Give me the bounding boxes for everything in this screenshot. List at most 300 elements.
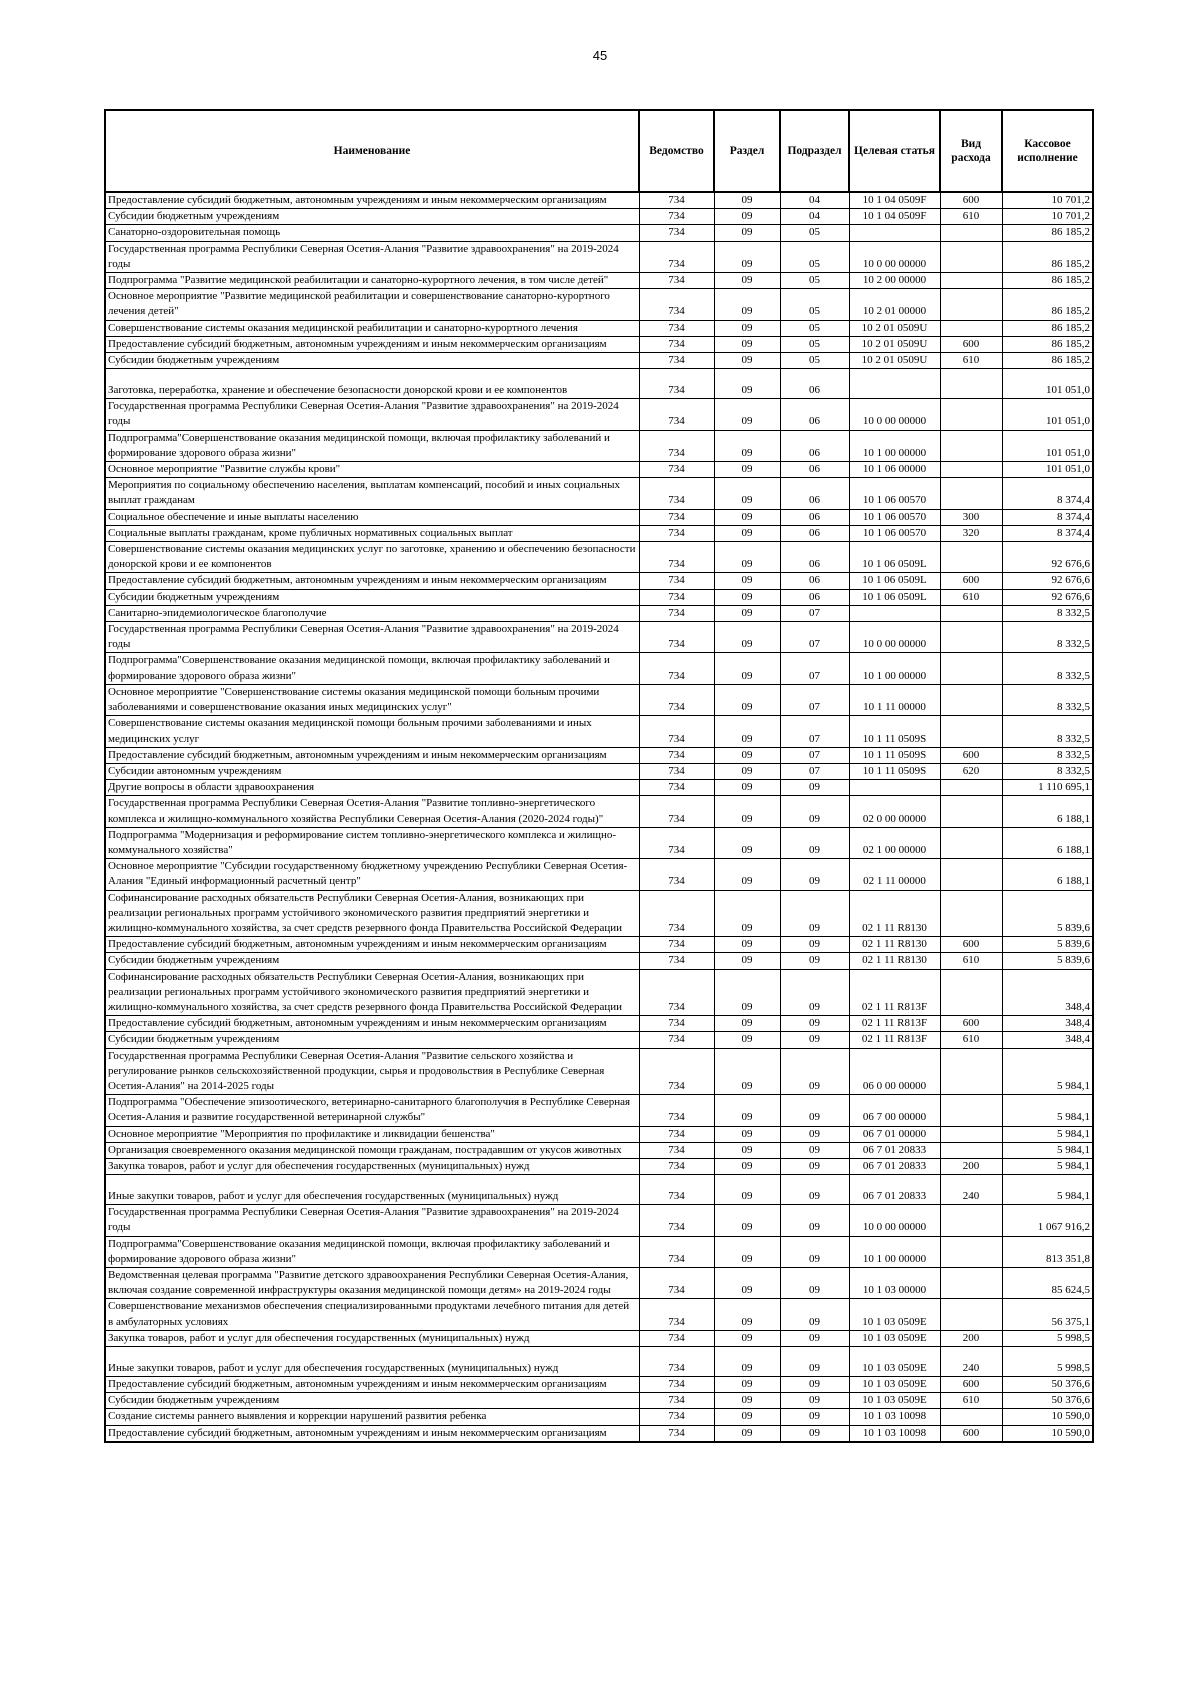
cell-subsection: 07: [780, 653, 849, 684]
cell-target-article: 02 1 11 R813F: [849, 1016, 940, 1032]
cell-expense-type: 600: [940, 937, 1002, 953]
cell-cash-execution: 8 332,5: [1002, 653, 1093, 684]
cell-cash-execution: 8 332,5: [1002, 763, 1093, 779]
cell-section: 09: [714, 622, 780, 653]
cell-name: Софинансирование расходных обязательств Республики Северная Осетия-Алания, возникающих при реализации региональных программ устойчивого экономического развития предприятий энергетики и жилищно-коммунального хозяйства, за счет средств резервного фонда Правительства Российской Федерации: [105, 969, 639, 1016]
cell-name: Предоставление субсидий бюджетным, автономным учреждениям и иным некоммерческим организациям: [105, 573, 639, 589]
cell-subsection: 06: [780, 462, 849, 478]
cell-department: 734: [639, 1205, 714, 1236]
cell-section: 09: [714, 336, 780, 352]
cell-target-article: 10 1 06 0509L: [849, 573, 940, 589]
cell-subsection: 06: [780, 542, 849, 573]
cell-name: Заготовка, переработка, хранение и обеспечение безопасности донорской крови и ее компонентов: [105, 369, 639, 399]
cell-name: Предоставление субсидий бюджетным, автономным учреждениям и иным некоммерческим организациям: [105, 192, 639, 209]
cell-department: 734: [639, 1299, 714, 1330]
cell-cash-execution: 50 376,6: [1002, 1393, 1093, 1409]
cell-department: 734: [639, 747, 714, 763]
cell-expense-type: 300: [940, 509, 1002, 525]
cell-department: 734: [639, 1175, 714, 1205]
cell-subsection: 09: [780, 1158, 849, 1174]
cell-section: 09: [714, 1409, 780, 1425]
cell-target-article: 10 1 03 10098: [849, 1409, 940, 1425]
table-row: [105, 1347, 1093, 1377]
table-row: [105, 509, 1093, 525]
table-row: [105, 1175, 1093, 1205]
cell-cash-execution: 8 332,5: [1002, 747, 1093, 763]
cell-expense-type: [940, 241, 1002, 272]
cell-section: 09: [714, 859, 780, 890]
table-row: [105, 684, 1093, 715]
cell-department: 734: [639, 369, 714, 399]
cell-expense-type: 610: [940, 1393, 1002, 1409]
cell-cash-execution: 5 984,1: [1002, 1095, 1093, 1126]
cell-department: 734: [639, 399, 714, 430]
cell-target-article: 10 1 06 0509L: [849, 542, 940, 573]
cell-cash-execution: 5 984,1: [1002, 1126, 1093, 1142]
cell-expense-type: [940, 369, 1002, 399]
cell-subsection: 05: [780, 289, 849, 320]
table-row: [105, 525, 1093, 541]
cell-name: Социальные выплаты гражданам, кроме публичных нормативных социальных выплат: [105, 525, 639, 541]
cell-name: Предоставление субсидий бюджетным, автономным учреждениям и иным некоммерческим организациям: [105, 336, 639, 352]
cell-department: 734: [639, 1016, 714, 1032]
cell-section: 09: [714, 969, 780, 1016]
table-row: [105, 1299, 1093, 1330]
cell-department: 734: [639, 859, 714, 890]
cell-section: 09: [714, 1205, 780, 1236]
cell-department: 734: [639, 1330, 714, 1346]
table-row: [105, 542, 1093, 573]
cell-department: 734: [639, 1032, 714, 1048]
cell-section: 09: [714, 462, 780, 478]
cell-subsection: 05: [780, 241, 849, 272]
table-row: [105, 353, 1093, 369]
table-row: [105, 605, 1093, 621]
cell-section: 09: [714, 1393, 780, 1409]
cell-name: Субсидии бюджетным учреждениям: [105, 1393, 639, 1409]
cell-subsection: 09: [780, 1142, 849, 1158]
cell-section: 09: [714, 1048, 780, 1095]
table-row: [105, 399, 1093, 430]
cell-cash-execution: 85 624,5: [1002, 1268, 1093, 1299]
cell-expense-type: [940, 289, 1002, 320]
cell-subsection: 09: [780, 1236, 849, 1267]
cell-subsection: 09: [780, 1048, 849, 1095]
cell-target-article: 02 1 00 00000: [849, 827, 940, 858]
header-name: Наименование: [105, 110, 639, 192]
cell-subsection: 09: [780, 1205, 849, 1236]
cell-department: 734: [639, 937, 714, 953]
cell-department: 734: [639, 225, 714, 241]
cell-subsection: 06: [780, 430, 849, 461]
cell-section: 09: [714, 1016, 780, 1032]
cell-expense-type: [940, 1299, 1002, 1330]
cell-subsection: 09: [780, 890, 849, 937]
cell-cash-execution: 92 676,6: [1002, 573, 1093, 589]
cell-cash-execution: 10 590,0: [1002, 1409, 1093, 1425]
cell-target-article: 10 2 01 0509U: [849, 353, 940, 369]
cell-name: Государственная программа Республики Северная Осетия-Алания "Развитие здравоохранения" на 2019-2024 годы: [105, 399, 639, 430]
cell-name: Создание системы раннего выявления и коррекции нарушений развития ребенка: [105, 1409, 639, 1425]
cell-name: Организация своевременного оказания медицинской помощи гражданам, пострадавшим от укусов животных: [105, 1142, 639, 1158]
cell-department: 734: [639, 953, 714, 969]
cell-department: 734: [639, 542, 714, 573]
cell-department: 734: [639, 1377, 714, 1393]
table-row: [105, 796, 1093, 827]
cell-expense-type: 240: [940, 1347, 1002, 1377]
table-row: [105, 273, 1093, 289]
cell-cash-execution: 56 375,1: [1002, 1299, 1093, 1330]
cell-department: 734: [639, 684, 714, 715]
cell-subsection: 09: [780, 953, 849, 969]
cell-subsection: 07: [780, 747, 849, 763]
cell-name: Предоставление субсидий бюджетным, автономным учреждениям и иным некоммерческим организациям: [105, 747, 639, 763]
cell-department: 734: [639, 1236, 714, 1267]
cell-name: Предоставление субсидий бюджетным, автономным учреждениям и иным некоммерческим организациям: [105, 1016, 639, 1032]
cell-cash-execution: 101 051,0: [1002, 369, 1093, 399]
cell-department: 734: [639, 796, 714, 827]
cell-subsection: 05: [780, 336, 849, 352]
cell-expense-type: [940, 716, 1002, 747]
cell-name: Подпрограмма "Модернизация и реформирование систем топливно-энергетического комплекса и жилищно-коммунального хозяйства": [105, 827, 639, 858]
cell-name: Закупка товаров, работ и услуг для обеспечения государственных (муниципальных) нужд: [105, 1158, 639, 1174]
cell-expense-type: [940, 273, 1002, 289]
cell-expense-type: [940, 1205, 1002, 1236]
cell-cash-execution: 8 374,4: [1002, 509, 1093, 525]
cell-target-article: 10 1 03 00000: [849, 1268, 940, 1299]
cell-target-article: 02 1 11 R8130: [849, 937, 940, 953]
cell-section: 09: [714, 1126, 780, 1142]
cell-cash-execution: 8 374,4: [1002, 478, 1093, 509]
cell-subsection: 07: [780, 684, 849, 715]
cell-subsection: 09: [780, 827, 849, 858]
cell-target-article: 10 2 01 0509U: [849, 320, 940, 336]
cell-cash-execution: 8 332,5: [1002, 622, 1093, 653]
cell-expense-type: [940, 542, 1002, 573]
table-row: [105, 763, 1093, 779]
table-row: [105, 953, 1093, 969]
cell-department: 734: [639, 462, 714, 478]
cell-department: 734: [639, 827, 714, 858]
cell-cash-execution: 5 984,1: [1002, 1158, 1093, 1174]
cell-name: Основное мероприятие "Развитие медицинской реабилитации и совершенствование санаторно-курортного лечения детей": [105, 289, 639, 320]
cell-department: 734: [639, 1347, 714, 1377]
cell-target-article: 10 1 06 00570: [849, 525, 940, 541]
table-row: [105, 589, 1093, 605]
cell-name: Подпрограмма"Совершенствование оказания медицинской помощи, включая профилактику заболеваний и формирование здорового образа жизни": [105, 653, 639, 684]
cell-target-article: 02 1 11 R813F: [849, 1032, 940, 1048]
cell-name: Предоставление субсидий бюджетным, автономным учреждениям и иным некоммерческим организациям: [105, 1425, 639, 1442]
table-row: [105, 827, 1093, 858]
cell-target-article: [849, 369, 940, 399]
cell-department: 734: [639, 525, 714, 541]
cell-section: 09: [714, 1425, 780, 1442]
cell-department: 734: [639, 1393, 714, 1409]
cell-section: 09: [714, 241, 780, 272]
cell-cash-execution: 86 185,2: [1002, 353, 1093, 369]
cell-expense-type: [940, 1126, 1002, 1142]
cell-department: 734: [639, 353, 714, 369]
table-row: [105, 937, 1093, 953]
cell-subsection: 09: [780, 1095, 849, 1126]
cell-section: 09: [714, 1032, 780, 1048]
cell-expense-type: 200: [940, 1158, 1002, 1174]
cell-section: 09: [714, 1377, 780, 1393]
cell-section: 09: [714, 509, 780, 525]
cell-expense-type: [940, 1142, 1002, 1158]
cell-subsection: 09: [780, 1016, 849, 1032]
cell-subsection: 09: [780, 780, 849, 796]
cell-name: Ведомственная целевая программа "Развитие детского здравоохранения Республики Северная Осетия-Алания, включая создание современной инфраструктуры оказания медицинской помощи детям» на 2019-2024 годы: [105, 1268, 639, 1299]
header-section: Раздел: [714, 110, 780, 192]
cell-name: Субсидии бюджетным учреждениям: [105, 589, 639, 605]
cell-expense-type: [940, 684, 1002, 715]
cell-name: Подпрограмма "Развитие медицинской реабилитации и санаторно-курортного лечения, в том числе детей": [105, 273, 639, 289]
cell-cash-execution: 86 185,2: [1002, 225, 1093, 241]
table-row: [105, 1205, 1093, 1236]
cell-subsection: 09: [780, 1347, 849, 1377]
table-row: [105, 1126, 1093, 1142]
table-row: [105, 225, 1093, 241]
cell-cash-execution: 1 110 695,1: [1002, 780, 1093, 796]
cell-target-article: 10 1 03 0509E: [849, 1347, 940, 1377]
cell-cash-execution: 10 590,0: [1002, 1425, 1093, 1442]
cell-department: 734: [639, 589, 714, 605]
cell-section: 09: [714, 890, 780, 937]
cell-department: 734: [639, 430, 714, 461]
cell-expense-type: [940, 859, 1002, 890]
cell-cash-execution: 101 051,0: [1002, 399, 1093, 430]
cell-target-article: 02 1 11 R8130: [849, 890, 940, 937]
cell-section: 09: [714, 1142, 780, 1158]
cell-expense-type: 600: [940, 1016, 1002, 1032]
cell-expense-type: [940, 1268, 1002, 1299]
cell-section: 09: [714, 1158, 780, 1174]
cell-cash-execution: 92 676,6: [1002, 542, 1093, 573]
cell-section: 09: [714, 430, 780, 461]
cell-department: 734: [639, 1142, 714, 1158]
table-row: [105, 1236, 1093, 1267]
cell-name: Субсидии бюджетным учреждениям: [105, 1032, 639, 1048]
cell-name: Предоставление субсидий бюджетным, автономным учреждениям и иным некоммерческим организациям: [105, 937, 639, 953]
table-row: [105, 780, 1093, 796]
cell-expense-type: [940, 622, 1002, 653]
table-row: [105, 716, 1093, 747]
table-row: [105, 1016, 1093, 1032]
cell-section: 09: [714, 573, 780, 589]
cell-name: Основное мероприятие "Развитие службы крови": [105, 462, 639, 478]
cell-subsection: 09: [780, 1330, 849, 1346]
table-row: [105, 1048, 1093, 1095]
cell-target-article: 10 1 06 00570: [849, 509, 940, 525]
cell-subsection: 07: [780, 716, 849, 747]
cell-target-article: 10 1 03 0509E: [849, 1330, 940, 1346]
cell-department: 734: [639, 273, 714, 289]
cell-subsection: 06: [780, 589, 849, 605]
table-row: [105, 1393, 1093, 1409]
cell-target-article: 10 1 03 0509E: [849, 1377, 940, 1393]
table-row: [105, 320, 1093, 336]
cell-name: Основное мероприятие "Субсидии государственному бюджетному учреждению Республики Северная Осетия-Алания "Единый информационный расчетный центр": [105, 859, 639, 890]
cell-department: 734: [639, 509, 714, 525]
cell-target-article: [849, 605, 940, 621]
cell-name: Подпрограмма"Совершенствование оказания медицинской помощи, включая профилактику заболеваний и формирование здорового образа жизни": [105, 430, 639, 461]
cell-target-article: 10 1 06 00000: [849, 462, 940, 478]
cell-target-article: 10 2 00 00000: [849, 273, 940, 289]
table-row: [105, 336, 1093, 352]
table-row: [105, 289, 1093, 320]
cell-subsection: 05: [780, 225, 849, 241]
cell-section: 09: [714, 399, 780, 430]
cell-section: 09: [714, 542, 780, 573]
cell-expense-type: 620: [940, 763, 1002, 779]
cell-name: Государственная программа Республики Северная Осетия-Алания "Развитие топливно-энергетического комплекса и жилищно-коммунального хозяйства Республики Северная Осетия-Алания (2020-2024 годы)": [105, 796, 639, 827]
cell-subsection: 04: [780, 209, 849, 225]
cell-expense-type: 600: [940, 336, 1002, 352]
cell-section: 09: [714, 1299, 780, 1330]
cell-department: 734: [639, 1126, 714, 1142]
cell-section: 09: [714, 953, 780, 969]
cell-cash-execution: 6 188,1: [1002, 827, 1093, 858]
cell-subsection: 09: [780, 859, 849, 890]
cell-department: 734: [639, 716, 714, 747]
cell-expense-type: 600: [940, 1377, 1002, 1393]
cell-department: 734: [639, 1268, 714, 1299]
cell-expense-type: 240: [940, 1175, 1002, 1205]
table-row: [105, 478, 1093, 509]
cell-name: Совершенствование системы оказания медицинских услуг по заготовке, хранению и обеспечению безопасности донорской крови и ее компонентов: [105, 542, 639, 573]
cell-expense-type: 200: [940, 1330, 1002, 1346]
cell-name: Государственная программа Республики Северная Осетия-Алания "Развитие здравоохранения" на 2019-2024 годы: [105, 622, 639, 653]
cell-cash-execution: 348,4: [1002, 969, 1093, 1016]
cell-subsection: 05: [780, 320, 849, 336]
cell-expense-type: 610: [940, 209, 1002, 225]
cell-section: 09: [714, 225, 780, 241]
cell-department: 734: [639, 653, 714, 684]
cell-name: Санаторно-оздоровительная помощь: [105, 225, 639, 241]
cell-subsection: 06: [780, 369, 849, 399]
cell-target-article: 10 1 06 0509L: [849, 589, 940, 605]
cell-section: 09: [714, 1236, 780, 1267]
cell-target-article: 10 1 11 0509S: [849, 747, 940, 763]
cell-subsection: 09: [780, 1377, 849, 1393]
table-row: [105, 241, 1093, 272]
cell-subsection: 09: [780, 1268, 849, 1299]
cell-name: Субсидии бюджетным учреждениям: [105, 209, 639, 225]
cell-expense-type: 610: [940, 589, 1002, 605]
table-row: [105, 622, 1093, 653]
cell-cash-execution: 8 332,5: [1002, 605, 1093, 621]
cell-target-article: 10 2 01 00000: [849, 289, 940, 320]
cell-subsection: 06: [780, 509, 849, 525]
cell-section: 09: [714, 273, 780, 289]
cell-cash-execution: 5 998,5: [1002, 1330, 1093, 1346]
cell-name: Субсидии бюджетным учреждениям: [105, 353, 639, 369]
table-row: [105, 1268, 1093, 1299]
cell-expense-type: [940, 399, 1002, 430]
cell-target-article: 02 0 00 00000: [849, 796, 940, 827]
cell-name: Мероприятия по социальному обеспечению населения, выплатам компенсаций, пособий и иных социальных выплат гражданам: [105, 478, 639, 509]
table-row: [105, 890, 1093, 937]
cell-subsection: 07: [780, 605, 849, 621]
cell-section: 09: [714, 780, 780, 796]
cell-expense-type: [940, 1095, 1002, 1126]
cell-name: Основное мероприятие "Совершенствование системы оказания медицинской помощи больным прочими заболеваниями и совершенствование оказания иных медицинских услуг": [105, 684, 639, 715]
cell-expense-type: 610: [940, 353, 1002, 369]
cell-target-article: 10 0 00 00000: [849, 241, 940, 272]
cell-section: 09: [714, 763, 780, 779]
cell-expense-type: [940, 969, 1002, 1016]
cell-name: Социальное обеспечение и иные выплаты населению: [105, 509, 639, 525]
header-target-article: Целевая статья: [849, 110, 940, 192]
table-row: [105, 573, 1093, 589]
table-row: [105, 1425, 1093, 1442]
cell-subsection: 06: [780, 478, 849, 509]
cell-section: 09: [714, 353, 780, 369]
cell-department: 734: [639, 1095, 714, 1126]
cell-target-article: [849, 780, 940, 796]
cell-section: 09: [714, 796, 780, 827]
cell-section: 09: [714, 747, 780, 763]
cell-cash-execution: 348,4: [1002, 1032, 1093, 1048]
cell-subsection: 09: [780, 1175, 849, 1205]
cell-section: 09: [714, 1347, 780, 1377]
table-row: [105, 1330, 1093, 1346]
cell-expense-type: [940, 462, 1002, 478]
cell-expense-type: [940, 605, 1002, 621]
cell-expense-type: [940, 1048, 1002, 1095]
cell-cash-execution: 50 376,6: [1002, 1377, 1093, 1393]
table-row: [105, 462, 1093, 478]
table-row: [105, 1409, 1093, 1425]
cell-subsection: 06: [780, 399, 849, 430]
cell-name: Совершенствование механизмов обеспечения специализированными продуктами лечебного питания для детей в амбулаторных условиях: [105, 1299, 639, 1330]
cell-cash-execution: 6 188,1: [1002, 796, 1093, 827]
table-row: [105, 1142, 1093, 1158]
table-row: [105, 653, 1093, 684]
cell-section: 09: [714, 192, 780, 209]
cell-name: Субсидии автономным учреждениям: [105, 763, 639, 779]
cell-name: Предоставление субсидий бюджетным, автономным учреждениям и иным некоммерческим организациям: [105, 1377, 639, 1393]
cell-department: 734: [639, 478, 714, 509]
cell-department: 734: [639, 192, 714, 209]
cell-cash-execution: 86 185,2: [1002, 336, 1093, 352]
cell-cash-execution: 1 067 916,2: [1002, 1205, 1093, 1236]
cell-target-article: 06 0 00 00000: [849, 1048, 940, 1095]
cell-expense-type: 600: [940, 1425, 1002, 1442]
header-cash-execution: Кассовое исполнение: [1002, 110, 1093, 192]
cell-target-article: 10 1 11 0509S: [849, 716, 940, 747]
cell-target-article: 10 1 03 10098: [849, 1425, 940, 1442]
cell-expense-type: 600: [940, 747, 1002, 763]
table-row: [105, 430, 1093, 461]
cell-section: 09: [714, 525, 780, 541]
cell-cash-execution: 101 051,0: [1002, 430, 1093, 461]
cell-section: 09: [714, 289, 780, 320]
cell-cash-execution: 5 984,1: [1002, 1142, 1093, 1158]
cell-target-article: 06 7 01 20833: [849, 1158, 940, 1174]
cell-name: Государственная программа Республики Северная Осетия-Алания "Развитие сельского хозяйства и регулирование рынков сельскохозяйственной продукции, сырья и продовольствия в Республике Северная Осетия-Алания" на 2014-2025 годы: [105, 1048, 639, 1095]
table-row: [105, 1095, 1093, 1126]
cell-subsection: 05: [780, 353, 849, 369]
cell-cash-execution: 6 188,1: [1002, 859, 1093, 890]
cell-target-article: 10 0 00 00000: [849, 1205, 940, 1236]
cell-department: 734: [639, 336, 714, 352]
header-department: Ведомство: [639, 110, 714, 192]
cell-subsection: 09: [780, 1409, 849, 1425]
cell-target-article: 10 1 11 0509S: [849, 763, 940, 779]
table-row: [105, 209, 1093, 225]
